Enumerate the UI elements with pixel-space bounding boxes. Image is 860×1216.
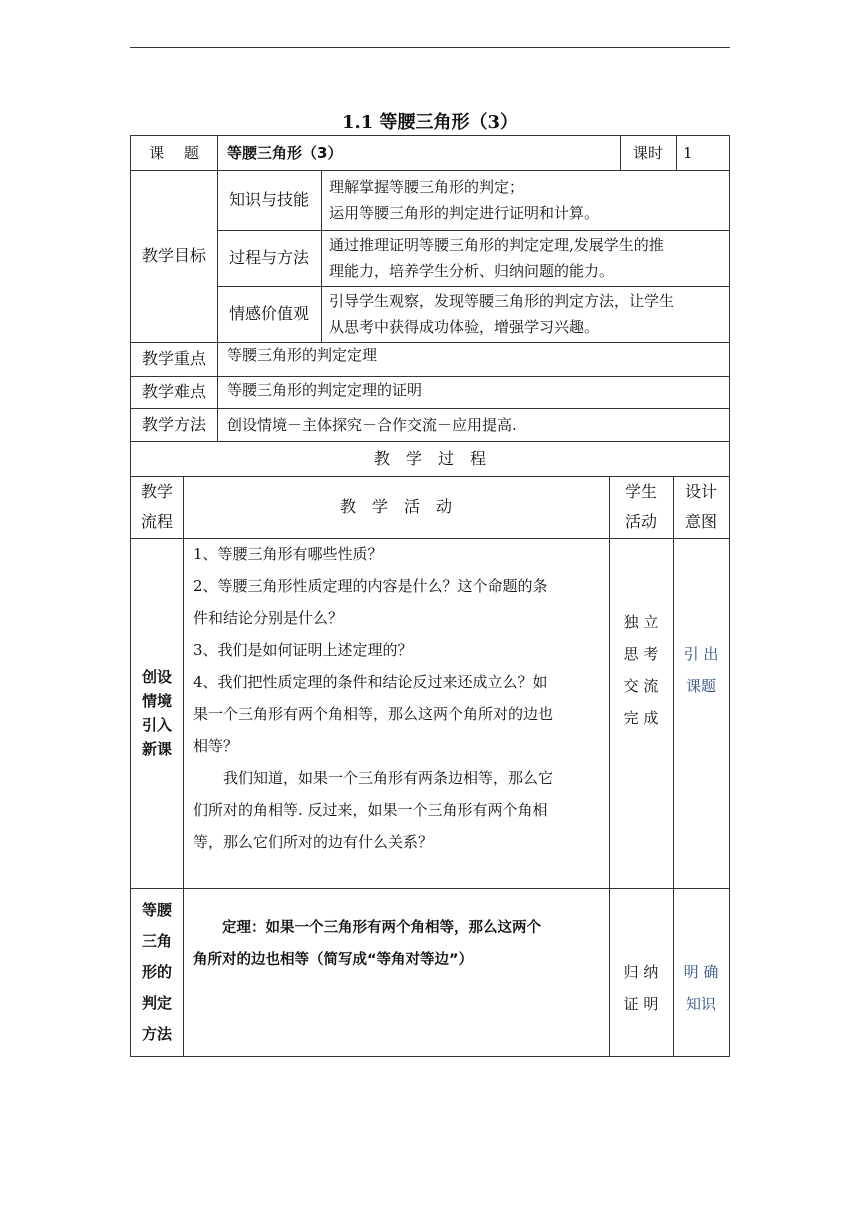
row2-design-line: 知识	[685, 995, 716, 1013]
row1-student	[609, 606, 673, 736]
activity-line: 4、我们把性质定理的条件和结论反过来还成立么？如	[193, 673, 548, 691]
flow-header	[131, 476, 183, 538]
row1-activity	[193, 538, 607, 888]
key-point-label: 教学重点	[141, 349, 206, 368]
activity-line: 相等？	[193, 737, 239, 755]
row2-flow-line: 方法	[141, 1025, 172, 1043]
row1-student-line: 思 考	[623, 645, 659, 663]
objective-line: 运用等腰三角形的判定进行证明和计算。	[329, 204, 600, 222]
row2-activity	[193, 912, 607, 992]
objective-line: 从思考中获得成功体验，增强学习兴趣。	[329, 318, 600, 336]
row2-student-line: 归 纳	[623, 963, 659, 981]
row2-student-line: 证 明	[623, 995, 659, 1013]
row1-design-line: 课题	[685, 677, 716, 695]
row2-flow	[131, 888, 183, 1057]
activity-line: 2、等腰三角形性质定理的内容是什么？这个命题的条	[193, 577, 548, 595]
activity-line: 我们知道，如果一个三角形有两条边相等，那么它	[193, 769, 554, 787]
lesson-plan-table	[130, 135, 730, 1057]
objective-process-text	[329, 230, 729, 286]
activity-line: 3、我们是如何证明上述定理的？	[193, 641, 413, 659]
design-header-line: 意图	[684, 512, 717, 531]
row1-flow-line: 情境	[141, 692, 172, 710]
row2-student	[609, 956, 673, 1026]
row2-design-line: 明 确	[683, 963, 719, 981]
process-heading: 教 学 过 程	[373, 448, 486, 468]
row1-flow-line: 新课	[141, 740, 172, 758]
row1-design	[673, 638, 729, 708]
activity-header: 教 学 活 动	[339, 497, 452, 516]
design-header-line: 设计	[684, 482, 717, 501]
row1-flow-line: 创设	[141, 668, 172, 686]
key-point-value: 等腰三角形的判定定理	[227, 346, 378, 364]
row2-flow-line: 形的	[141, 963, 172, 981]
activity-line: 果一个三角形有两个角相等，那么这两个角所对的边也	[193, 705, 554, 723]
objective-affective-text	[329, 286, 729, 342]
row2-flow-line: 等腰	[141, 901, 172, 919]
flow-header-line: 教学	[140, 482, 173, 501]
objectives-label: 教学目标	[141, 246, 206, 265]
page-title: 1.1 等腰三角形（3）	[341, 112, 519, 133]
row1-student-line: 独 立	[623, 613, 659, 631]
period-label: 课时	[632, 144, 663, 162]
difficulty-value: 等腰三角形的判定定理的证明	[227, 381, 423, 399]
objective-line: 通过推理证明等腰三角形的判定定理,发展学生的推	[329, 236, 664, 254]
design-header	[673, 476, 729, 538]
row2-design	[673, 956, 729, 1026]
header-rule	[130, 47, 730, 48]
activity-line: 角所对的边也相等（简写成“等角对等边”）	[193, 952, 474, 968]
objective-line: 理解掌握等腰三角形的判定；	[329, 178, 525, 196]
difficulty-label: 教学难点	[141, 382, 206, 401]
row2-flow-line: 三角	[141, 932, 172, 950]
row1-flow-line: 引入	[141, 716, 172, 734]
activity-line: 定理：如果一个三角形有两个角相等，那么这两个	[193, 920, 541, 936]
objective-knowledge-text	[329, 170, 729, 230]
period-value: 1	[683, 144, 693, 162]
method-value: 创设情境－主体探究－合作交流－应用提高.	[227, 415, 517, 434]
student-header-line: 活动	[624, 512, 657, 531]
activity-line: 件和结论分别是什么？	[193, 609, 344, 627]
objective-line: 引导学生观察，发现等腰三角形的判定方法，让学生	[329, 292, 675, 310]
objective-affective-name: 情感价值观	[228, 304, 309, 323]
flow-header-line: 流程	[140, 512, 173, 531]
row1-student-line: 完 成	[623, 709, 659, 727]
student-header-line: 学生	[624, 482, 657, 501]
activity-line: 们所对的角相等. 反过来，如果一个三角形有两个角相	[193, 801, 548, 819]
row1-student-line: 交 流	[623, 677, 659, 695]
topic-label: 课 题	[149, 144, 199, 162]
objective-process-name: 过程与方法	[228, 248, 309, 267]
student-header	[609, 476, 673, 538]
row1-flow	[131, 538, 183, 888]
activity-line: 1、等腰三角形有哪些性质？	[193, 545, 383, 563]
row2-flow-line: 判定	[141, 994, 172, 1012]
objective-line: 理能力，培养学生分析、归纳问题的能力。	[329, 262, 615, 280]
topic-value: 等腰三角形（3）	[227, 144, 343, 162]
method-label: 教学方法	[141, 414, 206, 434]
objective-knowledge-name: 知识与技能	[228, 190, 309, 209]
activity-line: 等，那么它们所对的边有什么关系？	[193, 833, 434, 851]
row1-design-line: 引 出	[683, 645, 719, 663]
